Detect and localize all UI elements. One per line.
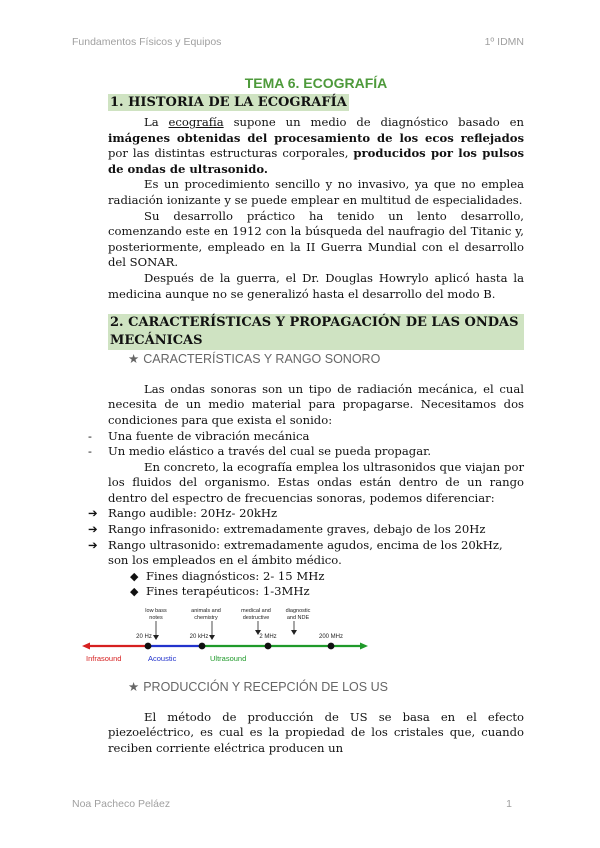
section1-heading: 1. HISTORIA DE LA ECOGRAFÍA (110, 95, 347, 110)
document-body (86, 74, 525, 756)
spectrum-label-low-bass: low bass (145, 608, 167, 615)
spectrum-arrow (291, 630, 297, 635)
spectrum-label-low-bass-2: notes (149, 615, 163, 622)
ultrasound-uses-list (108, 569, 524, 600)
list-item: ➔ Rango audible: 20Hz- 20kHz (88, 506, 278, 521)
spectrum-arrow (153, 635, 159, 640)
spectrum-label-diagnostic-2: and NDE (286, 615, 310, 622)
spectrum-tick-200mhz: 200 MHz (318, 634, 344, 641)
header-course: Fundamentos Físicos y Equipos (72, 36, 222, 48)
section1-paragraph-4: Después de la guerra, el Dr. Douglas Howrylo aplicó hasta la medicina aunque no se generalizó hasta el desarrollo del modo B. (108, 270, 524, 301)
section2-paragraph-2: En concreto, la ecografía emplea los ultrasonidos que viajan por los fluidos del organismo. Estas ondas están dentro de un rango dentro del espectro de frecuencias sonoras, podemos diferenciar: (108, 459, 524, 505)
star-icon: ★ (128, 680, 140, 695)
list-item: ◆ Fines diagnósticos: 2- 15 MHz (130, 568, 325, 583)
arrow-icon: ➔ (88, 537, 98, 552)
spectrum-band-label-infrasound: Infrasound (86, 654, 122, 664)
list-item: ➔ Rango infrasonido: extremadamente graves, debajo de los 20Hz (88, 522, 486, 537)
frequency-spectrum-diagram (80, 606, 370, 670)
section2-paragraph-3: El método de producción de US se basa en el efecto piezoeléctrico, es cual es la propiedad de los cristales que, cuando reciben corriente eléctrica producen un (108, 709, 524, 755)
diamond-icon: ◆ (130, 585, 139, 599)
subsection-production: ★ PRODUCCIÓN Y RECEPCIÓN DE LOS US (128, 680, 388, 695)
list-item: - Una fuente de vibración mecánica (88, 429, 524, 445)
spectrum-tick-20hz: 20 Hz (136, 634, 152, 641)
spectrum-arrowhead-left (82, 643, 90, 650)
page-number: 1 (506, 798, 512, 810)
list-item: ➔ Rango ultrasonido: extremadamente agudos, encima de los 20kHz, son los empleados en el ámbito médico. (88, 537, 503, 568)
subsection-characteristics: ★ CARACTERÍSTICAS Y RANGO SONORO (128, 352, 381, 367)
spectrum-dot (199, 643, 206, 650)
spectrum-label-medical-2: destructive (242, 615, 270, 622)
spectrum-band-label-ultrasound: Ultrasound (210, 654, 247, 664)
spectrum-arrowhead-right (360, 643, 368, 650)
spectrum-dot (265, 643, 272, 650)
spectrum-dot (145, 643, 152, 650)
spectrum-label-diagnostic: diagnostic (285, 608, 311, 615)
range-list (88, 506, 524, 568)
spectrum-tick-20khz: 20 kHz (189, 634, 209, 641)
spectrum-label-medical: medical and (241, 608, 271, 615)
section1-paragraph-2: Es un procedimiento sencillo y no invasivo, ya que no emplea radiación ionizante y se puede emplear en multitud de especialidades. (108, 177, 524, 207)
spectrum-label-animals: animals and (191, 608, 221, 615)
section1-paragraph-3: Su desarrollo práctico ha tenido un lento desarrollo, comenzando este en 1912 con la búsqueda del naufragio del Titanic y, posteriormente, empleado en la II Guerra Mundial con el desarrollo del SONAR. (108, 208, 524, 270)
spectrum-tick-2mhz: 2 MHz (259, 634, 277, 641)
star-icon: ★ (128, 352, 140, 367)
spectrum-label-animals-2: chemistry (194, 615, 218, 622)
header-group: 1º IDMN (484, 36, 524, 48)
footer-author: Noa Pacheco Peláez (72, 798, 171, 810)
diamond-icon: ◆ (130, 569, 139, 583)
conditions-list (108, 429, 524, 460)
spectrum-arrow (209, 635, 215, 640)
section2-heading: 2. CARACTERÍSTICAS Y PROPAGACIÓN DE LAS ONDAS MECÁNICAS (108, 314, 524, 350)
list-item: ◆ Fines terapéuticos: 1-3MHz (130, 584, 310, 599)
document-title: TEMA 6. ECOGRAFÍA (244, 75, 388, 91)
section1-paragraph-1: La ecografía supone un medio de diagnóstico basado en imágenes obtenidas del procesamiento de los ecos reflejados por las distintas estructuras corporales, producidos por los pulsos de ondas de ultrasonido. (108, 115, 525, 176)
section2-paragraph-1: Las ondas sonoras son un tipo de radiación mecánica, el cual necesita de un medio material para propagarse. Necesitamos dos condiciones para que exista el sonido: (108, 381, 524, 427)
arrow-icon: ➔ (88, 522, 98, 537)
spectrum-band-label-acoustic: Acoustic (148, 654, 177, 664)
list-item: - Un medio elástico a través del cual se pueda propagar. (88, 444, 524, 460)
spectrum-dot (328, 643, 335, 650)
arrow-icon: ➔ (88, 506, 98, 521)
